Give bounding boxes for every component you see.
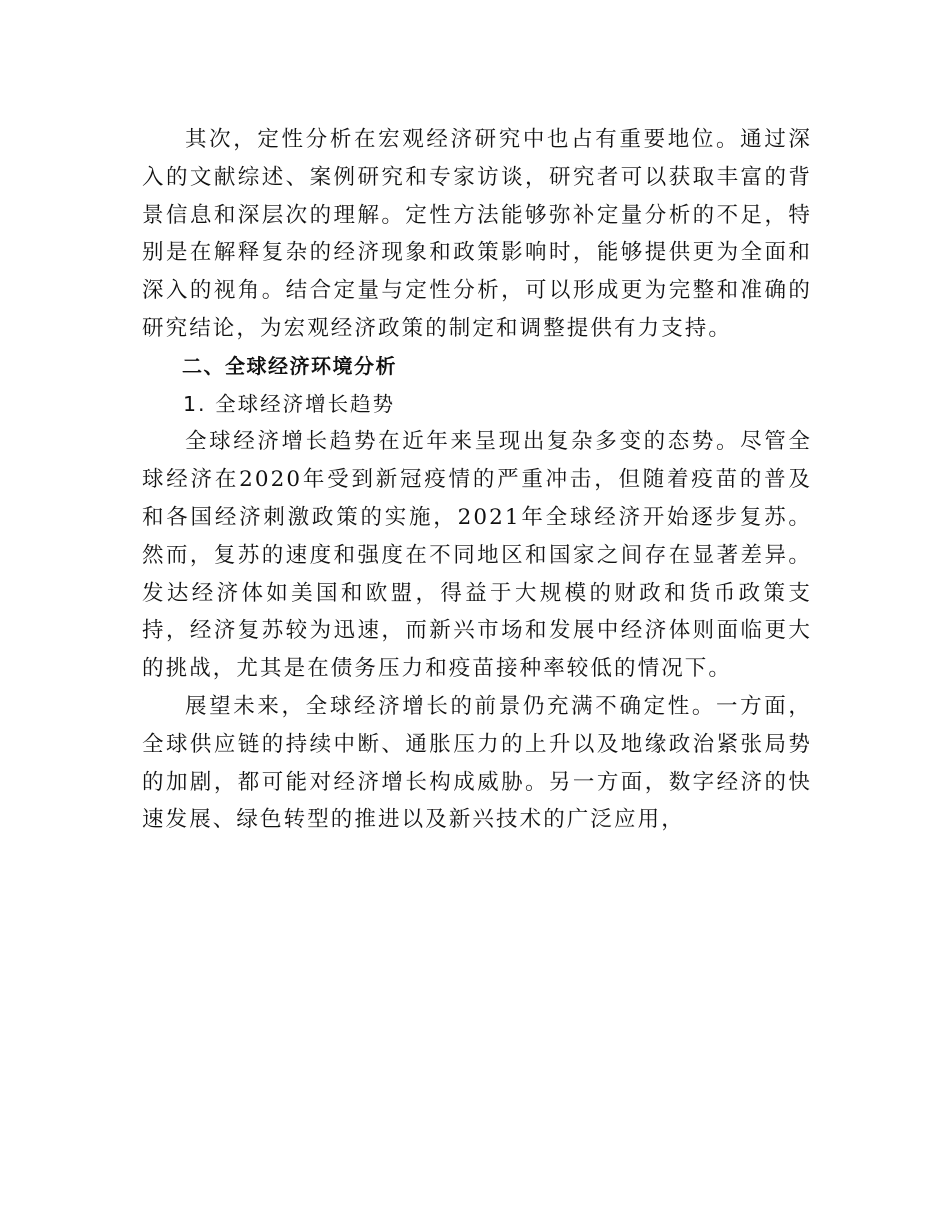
paragraph-outlook: 展望未来，全球经济增长的前景仍充满不确定性。一方面，全球供应链的持续中断、通胀压力的上升以及地缘政治紧张局势的加剧，都可能对经济增长构成威胁。另一方面，数字经济的快速发展、绿色转型的推进以及新兴技术的广泛应用， (142, 693, 812, 833)
document-body (142, 121, 812, 839)
paragraph-growth-trend: 全球经济增长趋势在近年来呈现出复杂多变的态势。尽管全球经济在2020年受到新冠疫情的严重冲击，但随着疫苗的普及和各国经济刺激政策的实施，2021年全球经济开始逐步复苏。然而，复苏的速度和强度在不同地区和国家之间存在显著差异。发达经济体如美国和欧盟，得益于大规模的财政和货币政策支持，经济复苏较为迅速，而新兴市场和发展中经济体则面临更大的挑战，尤其是在债务压力和疫苗接种率较低的情况下。 (142, 429, 812, 682)
section-heading: 二、全球经济环境分析 (182, 353, 397, 378)
paragraph-qualitative-analysis: 其次，定性分析在宏观经济研究中也占有重要地位。通过深入的文献综述、案例研究和专家访谈，研究者可以获取丰富的背景信息和深层次的理解。定性方法能够弥补定量分析的不足，特别是在解释复杂的经济现象和政策影响时，能够提供更为全面和深入的视角。结合定量与定性分析，可以形成更为完整和准确的研究结论，为宏观经济政策的制定和调整提供有力支持。 (142, 127, 812, 341)
subsection-heading: 1. 全球经济增长趋势 (183, 391, 396, 416)
